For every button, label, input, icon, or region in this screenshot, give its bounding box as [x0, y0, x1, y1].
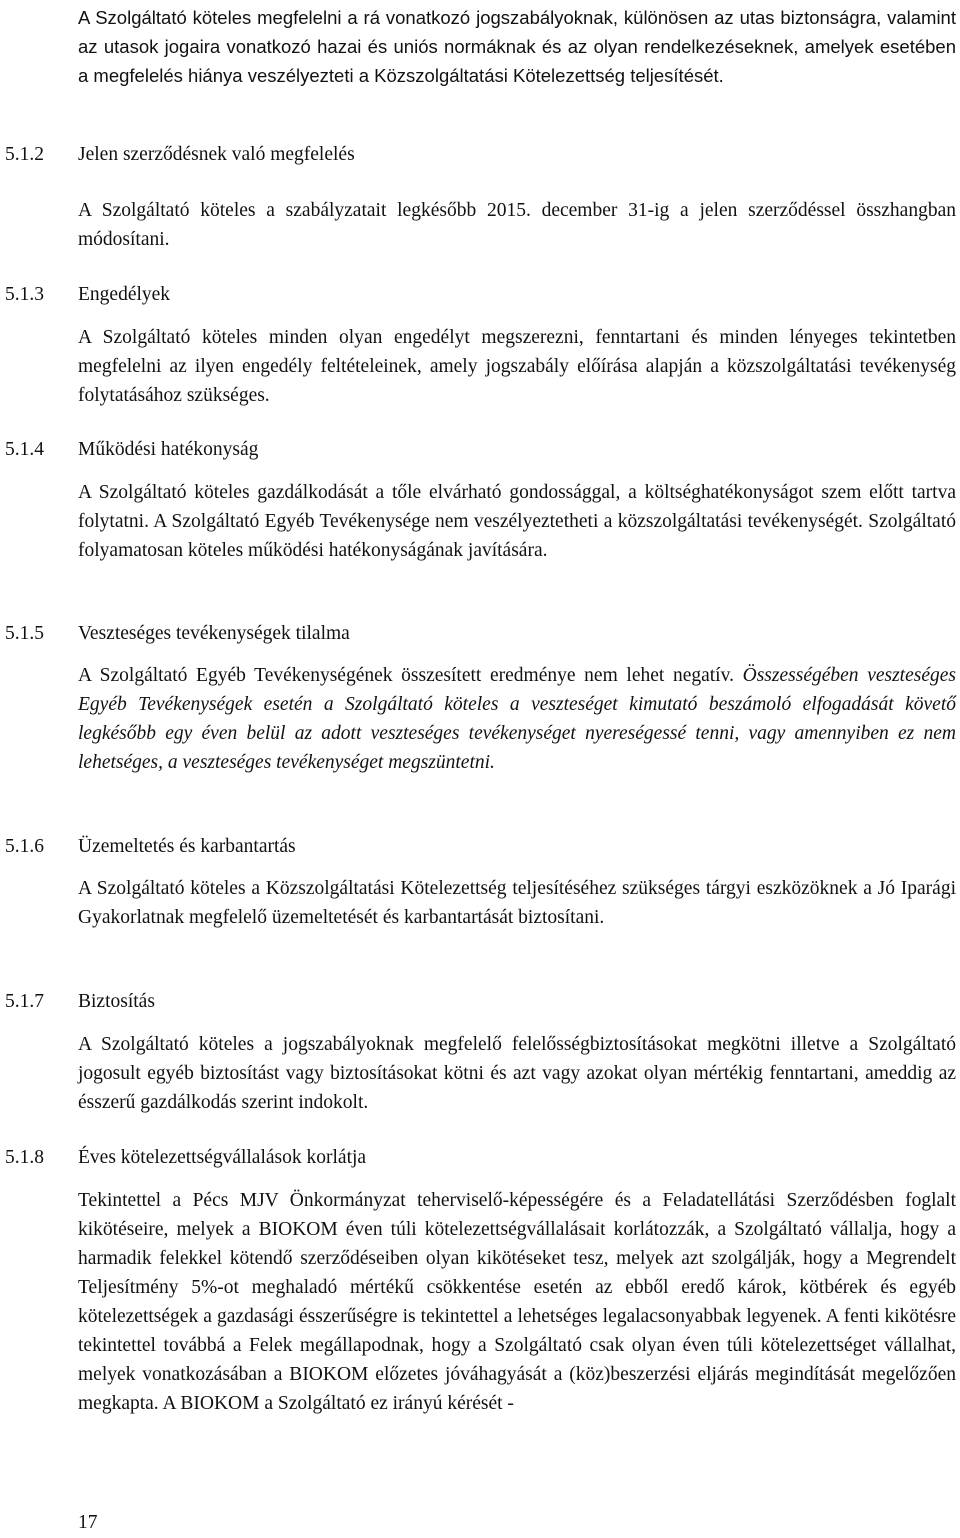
section-body-5-1-6: A Szolgáltató köteles a Közszolgáltatási Kötelezettség teljesítéséhez szükséges tárgyi eszközöknek a Jó Iparági Gyakorlatnak megfelelő üzemeltetését és karbantartását biztosítani. — [78, 878, 956, 928]
section-heading-5-1-6 — [5, 832, 296, 861]
page-number: 17 — [78, 1512, 98, 1533]
section-body-5-1-4: A Szolgáltató köteles gazdálkodását a tőle elvárható gondossággal, a költséghatékonyságot szem előtt tartva folytatni. A Szolgáltató Egyéb Tevékenysége nem veszélyeztetheti a közszolgáltatási tevékenységét. Szolgáltató folyamatosan köteles működési hatékonyságának javítására. — [78, 482, 956, 561]
section-title: Engedélyek — [78, 284, 171, 305]
section-number: 5.1.7 — [5, 991, 44, 1012]
section-heading-5-1-4 — [5, 435, 258, 464]
section-heading-5-1-5 — [5, 619, 350, 648]
section-number: 5.1.6 — [5, 836, 44, 857]
section-title: Éves kötelezettségvállalások korlátja — [78, 1147, 367, 1168]
section-title: Üzemeltetés és karbantartás — [78, 836, 296, 857]
section-body-5-1-7: A Szolgáltató köteles a jogszabályoknak megfelelő felelősségbiztosításokat megkötni illetve a Szolgáltató jogosult egyéb biztosítást vagy biztosításokat kötni és azt vagy azokat olyan mértékig fenntartani, ameddig az ésszerű gazdálkodás szerint indokolt. — [78, 1034, 956, 1113]
section-body-5-1-2: A Szolgáltató köteles a szabályzatait legkésőbb 2015. december 31-ig a jelen szerződéssel összhangban módosítani. — [78, 200, 956, 250]
intro-paragraph: A Szolgáltató köteles megfelelni a rá vonatkozó jogszabályoknak, különösen az utas biztonságra, valamint az utasok jogaira vonatkozó hazai és uniós normáknak és az olyan rendelkezéseknek, amelyek esetében a megfelelés hiánya veszélyezteti a Közszolgáltatási Kötelezettség teljesítését. — [78, 7, 956, 86]
section-body-5-1-8: Tekintettel a Pécs MJV Önkormányzat teherviselő-képességére és a Feladatellátási Szerződésben foglalt kikötéseire, melyek a BIOKOM éven túli kötelezettségvállalásait korlátozzák, a Szolgáltató vállalja, hogy a harmadik felekkel kötendő szerződéseiben olyan kikötéseket tesz, melyek azt szolgálják, hogy a Megrendelt Teljesítmény 5%-ot meghaladó mértékű csökkentése esetén az ebből eredő károk, kötbérek és egyéb kötelezettségek a gazdasági ésszerűségre is tekintettel a lehetséges legalacsonyabbak legyenek. A fenti kikötésre tekintettel továbbá a Felek megállapodnak, hogy a Szolgáltató csak olyan éven túli kötelezettséget vállalhat, melyek vonatkozásában a BIOKOM előzetes jóváhagyását a (köz)beszerzési eljárás megindítását megelőzően megkapta. A BIOKOM a Szolgáltató ez irányú kérését - — [78, 1190, 956, 1414]
section-title: Jelen szerződésnek való megfelelés — [78, 144, 355, 165]
section-number: 5.1.5 — [5, 623, 44, 644]
section-heading-5-1-2 — [5, 140, 355, 169]
section-heading-5-1-8 — [5, 1143, 366, 1172]
section-title: Veszteséges tevékenységek tilalma — [78, 623, 350, 644]
section-body-regular: A Szolgáltató Egyéb Tevékenységének összesített eredménye nem lehet negatív. — [78, 665, 734, 686]
section-number: 5.1.4 — [5, 439, 44, 460]
section-body-5-1-3: A Szolgáltató köteles minden olyan engedélyt megszerezni, fenntartani és minden lényeges tekintetben megfelelni az ilyen engedély feltételeinek, amely jogszabály előírása alapján a közszolgáltatási tevékenység folytatásához szükséges. — [78, 327, 956, 406]
section-heading-5-1-3 — [5, 280, 170, 309]
section-title: Biztosítás — [78, 991, 155, 1012]
section-number: 5.1.3 — [5, 284, 44, 305]
section-body-5-1-5 — [78, 661, 956, 777]
section-number: 5.1.2 — [5, 144, 44, 165]
section-number: 5.1.8 — [5, 1147, 44, 1168]
section-heading-5-1-7 — [5, 987, 155, 1016]
section-body-italic: Összességében veszteséges Egyéb Tevékenységek esetén a Szolgáltató köteles a veszteséget kimutató beszámoló elfogadását követő legkésőbb egy éven belül az adott veszteséges tevékenységet nyereségessé tenni, vagy amennyiben ez nem lehetséges, a veszteséges tevékenységet megszüntetni. — [78, 665, 956, 773]
section-title: Működési hatékonyság — [78, 439, 259, 460]
